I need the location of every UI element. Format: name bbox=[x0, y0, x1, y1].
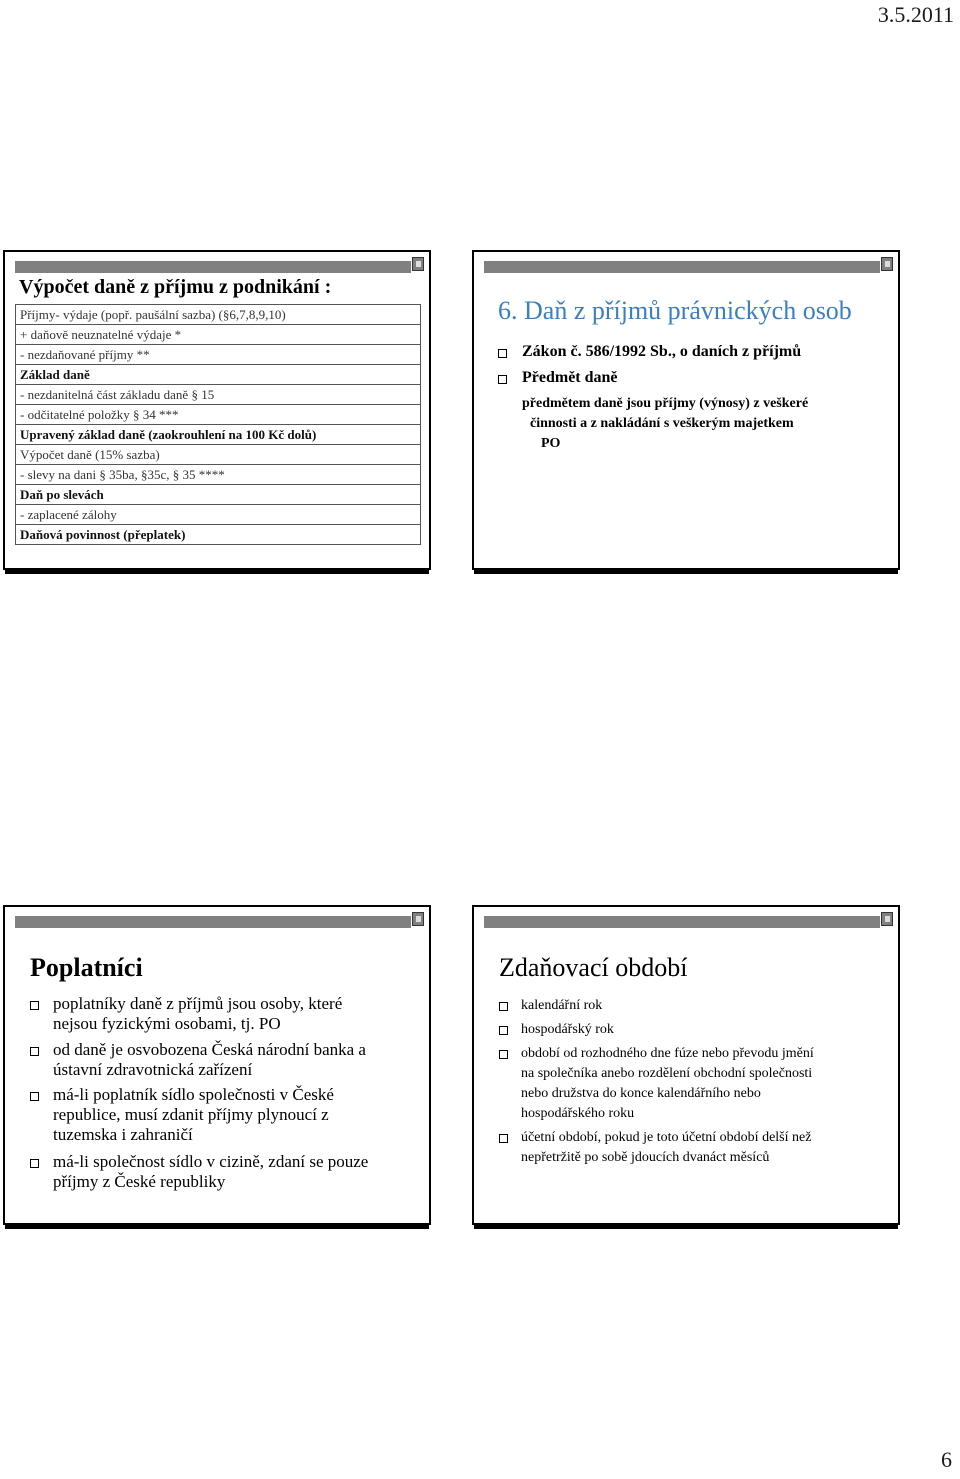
table-row: Daň po slevách bbox=[15, 485, 421, 505]
table-row: Základ daně bbox=[15, 365, 421, 385]
square-bullet-icon bbox=[30, 1159, 39, 1168]
sub-text: činnosti a z nakládání s veškerým majetkem bbox=[530, 416, 794, 431]
slide-title: Výpočet daně z příjmu z podnikání : bbox=[19, 276, 332, 298]
table-row: Příjmy- výdaje (popř. paušální sazba) (§6,7,8,9,10) bbox=[15, 305, 421, 325]
calculation-table bbox=[15, 304, 421, 545]
page-number: 6 bbox=[941, 1447, 952, 1472]
corner-icon bbox=[412, 912, 424, 926]
square-bullet-icon bbox=[30, 1092, 39, 1101]
square-bullet-icon bbox=[30, 1001, 39, 1010]
slide-title: 6. Daň z příjmů právnických osob bbox=[498, 296, 852, 325]
slide-dan-pravnickych-osob bbox=[472, 250, 900, 570]
sub-text: předmětem daně jsou příjmy (výnosy) z veškeré bbox=[522, 396, 809, 411]
slide-vypocet-dane bbox=[3, 250, 431, 570]
square-bullet-icon bbox=[498, 375, 507, 384]
square-bullet-icon bbox=[498, 349, 507, 358]
table-row: - nezdanitelná část základu daně § 15 bbox=[15, 385, 421, 405]
list-item: Předmět daně bbox=[498, 369, 618, 387]
table-row: Výpočet daně (15% sazba) bbox=[15, 445, 421, 465]
list-item: kalendářní rok bbox=[499, 996, 602, 1016]
slide-top-bar bbox=[15, 916, 411, 928]
slide-title: Poplatníci bbox=[30, 953, 143, 982]
table-row: - zaplacené zálohy bbox=[15, 505, 421, 525]
list-item: má-li společnost sídlo v cizině, zdaní se pouze příjmy z České republiky bbox=[30, 1152, 368, 1192]
corner-icon bbox=[412, 257, 424, 271]
slide-top-bar bbox=[15, 261, 411, 273]
slide-zdanovaci-obdobi bbox=[472, 905, 900, 1225]
list-item: účetní období, pokud je toto účetní období delší než nepřetržitě po sobě jdoucích dvanáct měsíců bbox=[499, 1128, 811, 1168]
date-header: 3.5.2011 bbox=[877, 2, 954, 27]
slide-poplatnici bbox=[3, 905, 431, 1225]
sub-text: PO bbox=[541, 436, 561, 451]
slide-top-bar bbox=[484, 261, 880, 273]
list-item: Zákon č. 586/1992 Sb., o daních z příjmů bbox=[498, 343, 801, 361]
table-row: Daňová povinnost (přeplatek) bbox=[15, 525, 421, 545]
table-row: - nezdaňované příjmy ** bbox=[15, 345, 421, 365]
square-bullet-icon bbox=[499, 1026, 508, 1035]
corner-icon bbox=[881, 912, 893, 926]
slide-top-bar bbox=[484, 916, 880, 928]
slide-title: Zdaňovací období bbox=[499, 953, 688, 982]
square-bullet-icon bbox=[499, 1134, 508, 1143]
square-bullet-icon bbox=[499, 1050, 508, 1059]
list-item: od daně je osvobozena Česká národní banka a ústavní zdravotnická zařízení bbox=[30, 1040, 366, 1080]
list-item: má-li poplatník sídlo společnosti v České republice, musí zdanit příjmy plynoucí z tuzemska i zahraničí bbox=[30, 1085, 334, 1145]
list-item: hospodářský rok bbox=[499, 1020, 614, 1040]
table-row: + daňově neuznatelné výdaje * bbox=[15, 325, 421, 345]
square-bullet-icon bbox=[30, 1047, 39, 1056]
square-bullet-icon bbox=[499, 1002, 508, 1011]
table-row: - slevy na dani § 35ba, §35c, § 35 **** bbox=[15, 465, 421, 485]
corner-icon bbox=[881, 257, 893, 271]
table-row: Upravený základ daně (zaokrouhlení na 100 Kč dolů) bbox=[15, 425, 421, 445]
list-item: období od rozhodného dne fúze nebo převodu jmění na společníka anebo rozdělení obchodní společnosti nebo družstva do konce kalendářního nebo hospodářského roku bbox=[499, 1044, 814, 1124]
list-item: poplatníky daně z příjmů jsou osoby, které nejsou fyzickými osobami, tj. PO bbox=[30, 994, 342, 1034]
table-row: - odčitatelné položky § 34 *** bbox=[15, 405, 421, 425]
